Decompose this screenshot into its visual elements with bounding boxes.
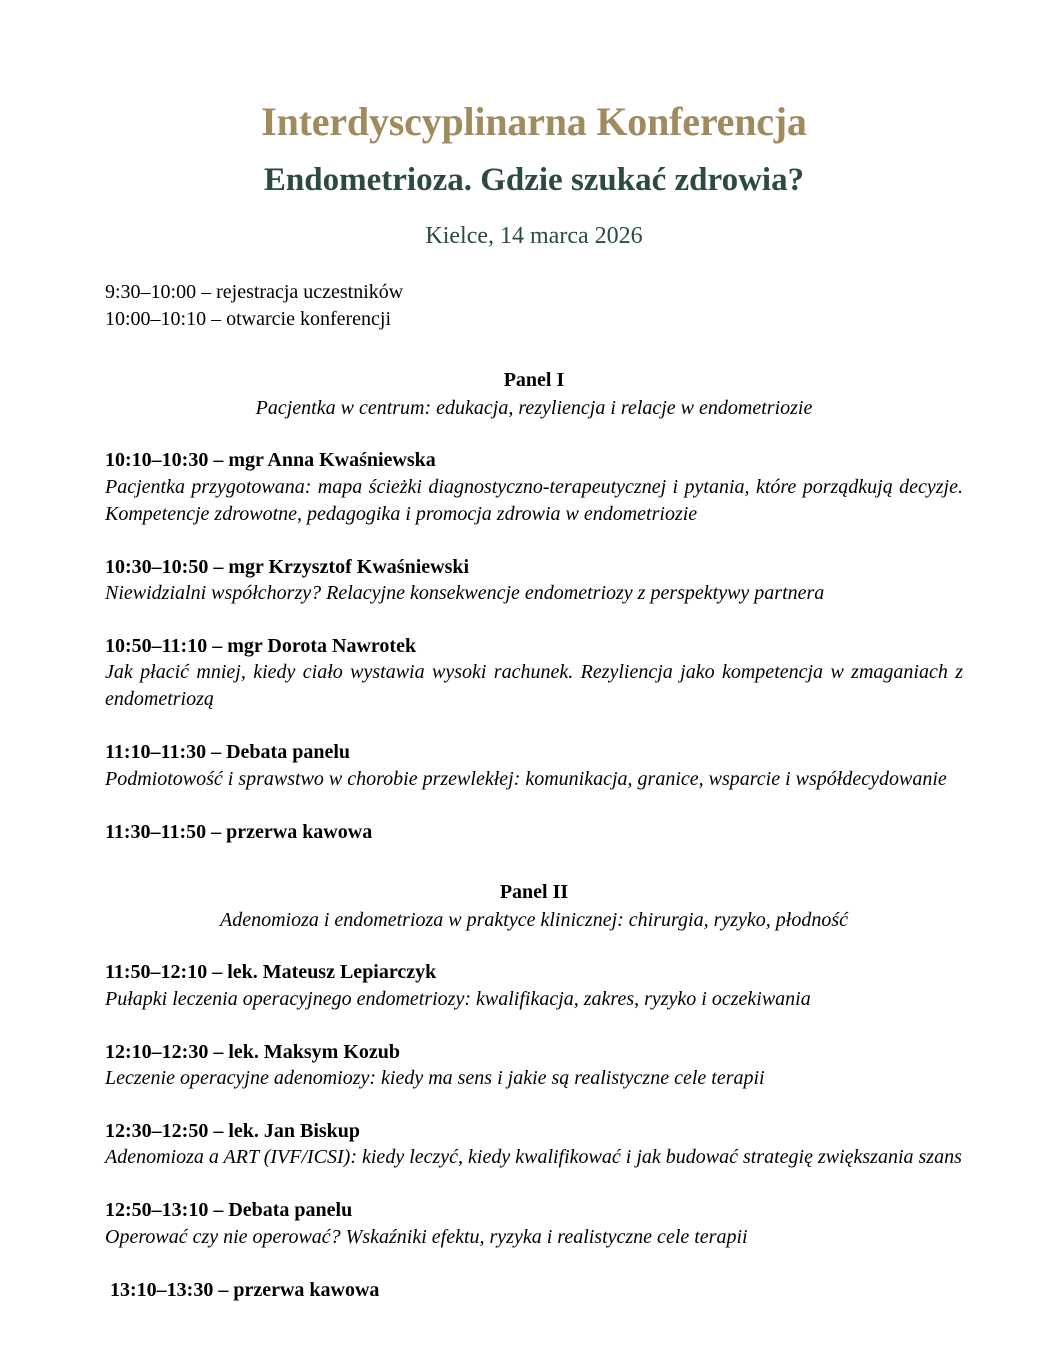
- session-description: Pułapki leczenia operacyjnego endometriozy: kwalifikacja, zakres, ryzyko i oczekiwania: [105, 987, 811, 1010]
- schedule-line-registration: 9:30–10:00 – rejestracja uczestników: [105, 281, 404, 304]
- session-item: [105, 421, 963, 527]
- opening-schedule-block: [105, 249, 963, 333]
- panel-one-heading: [105, 333, 963, 421]
- session-item: [105, 607, 963, 713]
- session-description: Jak płacić mniej, kiedy ciało wystawia wysoki rachunek. Rezyliencja jako kompetencja w zmaganiach z endometriozą: [105, 661, 963, 711]
- schedule-line-opening: 10:00–10:10 – otwarcie konferencji: [105, 308, 392, 331]
- session-title: 12:10–12:30 – lek. Maksym Kozub: [105, 1040, 400, 1063]
- session-item: [105, 1092, 963, 1171]
- session-item: [105, 713, 963, 792]
- document-content-column: [105, 0, 963, 1303]
- session-title: 11:10–11:30 – Debata panelu: [105, 741, 351, 764]
- panel-two-name: Panel II: [499, 881, 569, 904]
- session-title: 10:30–10:50 – mgr Krzysztof Kwaśniewski: [105, 555, 470, 578]
- session-title: 10:50–11:10 – mgr Dorota Nawrotek: [105, 634, 417, 657]
- page-title: Interdyscyplinarna Konferencja: [261, 99, 807, 144]
- panel-two-heading: [105, 845, 963, 933]
- page-subtitle: Endometrioza. Gdzie szukać zdrowia?: [263, 162, 805, 199]
- session-item: [105, 1013, 963, 1092]
- session-description: Niewidzialni współchorzy? Relacyjne konsekwencje endometriozy z perspektywy partnera: [105, 581, 825, 604]
- session-description: Pacjentka przygotowana: mapa ścieżki diagnostyczno-terapeutycznej i pytania, które porządkują decyzje. Kompetencje zdrowotne, pedagogika i promocja zdrowia w endometriozie: [105, 475, 963, 525]
- coffee-break-line: 13:10–13:30 – przerwa kawowa: [110, 1278, 380, 1301]
- session-title: 12:30–12:50 – lek. Jan Biskup: [105, 1119, 361, 1142]
- session-item: [105, 528, 963, 607]
- session-title: 11:50–12:10 – lek. Mateusz Lepiarczyk: [105, 961, 437, 984]
- event-date-location: Kielce, 14 marca 2026: [425, 222, 643, 249]
- session-description: Operować czy nie operować? Wskaźniki efektu, ryzyka i realistyczne cele terapii: [105, 1225, 748, 1248]
- panel-one-name: Panel I: [503, 369, 565, 392]
- session-description: Leczenie operacyjne adenomiozy: kiedy ma sens i jakie są realistyczne cele terapii: [105, 1066, 765, 1089]
- panel-two-theme: Adenomioza i endometrioza w praktyce klinicznej: chirurgia, ryzyko, płodność: [219, 909, 849, 932]
- session-description: Podmiotowość i sprawstwo w chorobie przewlekłej: komunikacja, granice, wsparcie i współdecydowanie: [105, 767, 947, 790]
- session-title: 12:50–13:10 – Debata panelu: [105, 1199, 353, 1222]
- session-title: 10:10–10:30 – mgr Anna Kwaśniewska: [105, 449, 436, 472]
- coffee-break-line: 11:30–11:50 – przerwa kawowa: [105, 820, 373, 843]
- panel-one-theme: Pacjentka w centrum: edukacja, rezyliencja i relacje w endometriozie: [255, 397, 813, 420]
- session-item: [105, 933, 963, 1012]
- session-item: [105, 1171, 963, 1250]
- session-description: Adenomioza a ART (IVF/ICSI): kiedy leczyć, kiedy kwalifikować i jak budować strategię zwiększania szans: [105, 1146, 962, 1169]
